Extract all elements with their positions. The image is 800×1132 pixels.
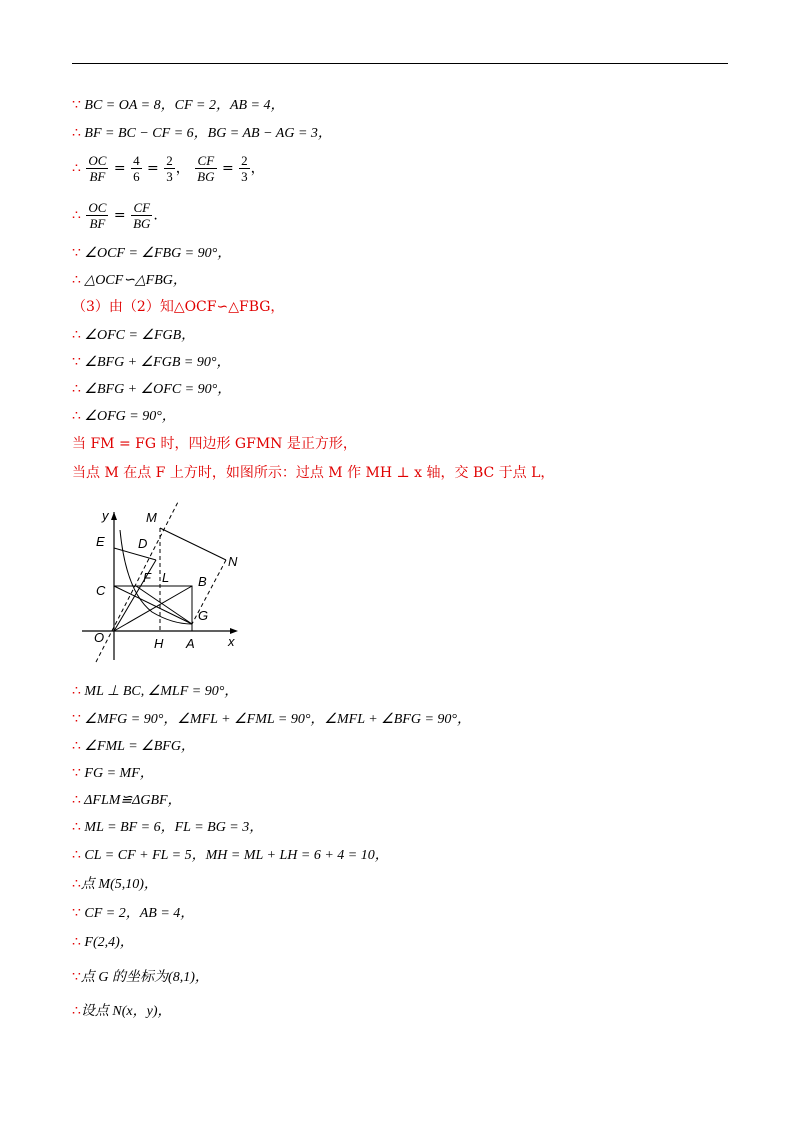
text-line-24: ∵点 G 的坐标为(8,1)， [72, 969, 209, 985]
text-line-22: ∵ CF = 2，AB = 4， [72, 905, 195, 921]
reason-symbol: ∴ [72, 738, 81, 754]
text-line-12: 当 FM = FG 时，四边形 GFMN 是正方形， [72, 436, 357, 452]
reason-symbol: ∴ [72, 683, 81, 699]
text-line-6: ∴ △OCF∽△FBG， [72, 272, 187, 288]
label-M: M [146, 510, 157, 525]
reason-symbol: ∵ [72, 354, 81, 370]
text-line-19: ∴ ML = BF = 6，FL = BG = 3， [72, 819, 264, 835]
header-rule [72, 63, 728, 64]
label-A: A [186, 636, 195, 651]
text-line-20: ∴ CL = CF + FL = 5，MH = ML + LH = 6 + 4 = 10， [72, 847, 389, 863]
label-C: C [96, 583, 106, 598]
text-line-1: ∵ BC = OA = 8，CF = 2，AB = 4， [72, 97, 285, 113]
fraction: $\frac{CF}{BG}$ [197, 153, 215, 184]
label-H: H [154, 636, 164, 651]
text-line-8: ∴ ∠OFC = ∠FGB， [72, 327, 196, 343]
fraction: $\frac{4}{6}$ [133, 153, 140, 184]
text-line-3-fractions: ∴ $\frac{OC}{BF}$ = $\frac{4}{6}$ = $\frac{2}{3}$ ， $\frac{CF}{BG}$ = $\frac{2}{3}$ ， [72, 153, 265, 184]
reason-symbol: ∴ [72, 125, 81, 141]
reason-symbol: ∵ [72, 97, 81, 113]
reason-symbol: ∴ [72, 408, 81, 424]
segment-ED [114, 548, 156, 560]
reason-symbol: ∵ [72, 969, 81, 985]
reason-symbol: ∵ [72, 905, 81, 921]
reason-symbol: ∴ [72, 1003, 81, 1019]
text-line-10: ∴ ∠BFG + ∠OFC = 90°， [72, 381, 232, 397]
label-L: L [162, 570, 170, 585]
label-N: N [228, 554, 238, 569]
segment-OB [114, 586, 192, 631]
segment-MN [160, 528, 226, 560]
fraction: $\frac{2}{3}$ [241, 153, 248, 184]
fraction: $\frac{OC}{BF}$ [88, 200, 107, 231]
reason-symbol: ∴ [72, 160, 81, 177]
fraction: $\frac{2}{3}$ [166, 153, 173, 184]
reason-symbol: ∴ [72, 934, 81, 950]
reason-symbol: ∴ [72, 207, 81, 224]
label-O: O [94, 630, 105, 645]
text-line-13: 当点 M 在点 F 上方时，如图所示：过点 M 作 MH ⊥ x 轴，交 BC 于点 L， [72, 465, 555, 481]
geometry-figure [80, 500, 250, 670]
label-G: G [198, 608, 209, 623]
hyperbola-curve [120, 530, 192, 624]
y-axis-arrow [111, 512, 117, 520]
reason-symbol: ∴ [72, 847, 81, 863]
text-line-21: ∴点 M(5,10)， [72, 876, 158, 892]
text-line-16: ∴ ∠FML = ∠BFG， [72, 738, 195, 754]
reason-symbol: ∴ [72, 876, 81, 892]
label-D: D [138, 536, 148, 551]
text-line-23: ∴ F(2,4)， [72, 934, 134, 950]
reason-symbol: ∵ [72, 245, 81, 261]
text-line-4-fractions: ∴ $\frac{OC}{BF}$ = $\frac{CF}{BG}$ . [72, 200, 158, 231]
text-line-15: ∵ ∠MFG = 90°，∠MFL + ∠FML = 90°，∠MFL + ∠BFG = 90°， [72, 711, 471, 727]
label-F: F [143, 570, 151, 585]
text-line-14: ∴ ML ⊥ BC, ∠MLF = 90°， [72, 683, 239, 699]
fraction: $\frac{CF}{BG}$ [133, 200, 151, 231]
reason-symbol: ∵ [72, 765, 81, 781]
reason-symbol: ∴ [72, 819, 81, 835]
reason-symbol: ∴ [72, 381, 81, 397]
reason-symbol: ∵ [72, 711, 81, 727]
text-line-18: ∴ ΔFLM≌ΔGBF， [72, 792, 182, 808]
text-line-9: ∵ ∠BFG + ∠FGB = 90°， [72, 354, 231, 370]
label-B: B [198, 574, 207, 589]
reason-symbol: ∴ [72, 792, 81, 808]
reason-symbol: ∴ [72, 327, 81, 343]
text-line-7: （3）由（2）知△OCF∽△FBG， [72, 299, 285, 315]
fraction: $\frac{OC}{BF}$ [88, 153, 107, 184]
label-E: E [96, 534, 105, 549]
text-line-2: ∴ BF = BC − CF = 6，BG = AB − AG = 3， [72, 125, 332, 141]
reason-symbol: ∴ [72, 272, 81, 288]
label-y: y [102, 508, 109, 523]
text-line-5: ∵ ∠OCF = ∠FBG = 90°， [72, 245, 232, 261]
label-x: x [228, 634, 235, 649]
text-line-25: ∴设点 N(x，y)， [72, 1003, 172, 1019]
text-line-17: ∵ FG = MF， [72, 765, 154, 781]
text-line-11: ∴ ∠OFG = 90°， [72, 408, 176, 424]
